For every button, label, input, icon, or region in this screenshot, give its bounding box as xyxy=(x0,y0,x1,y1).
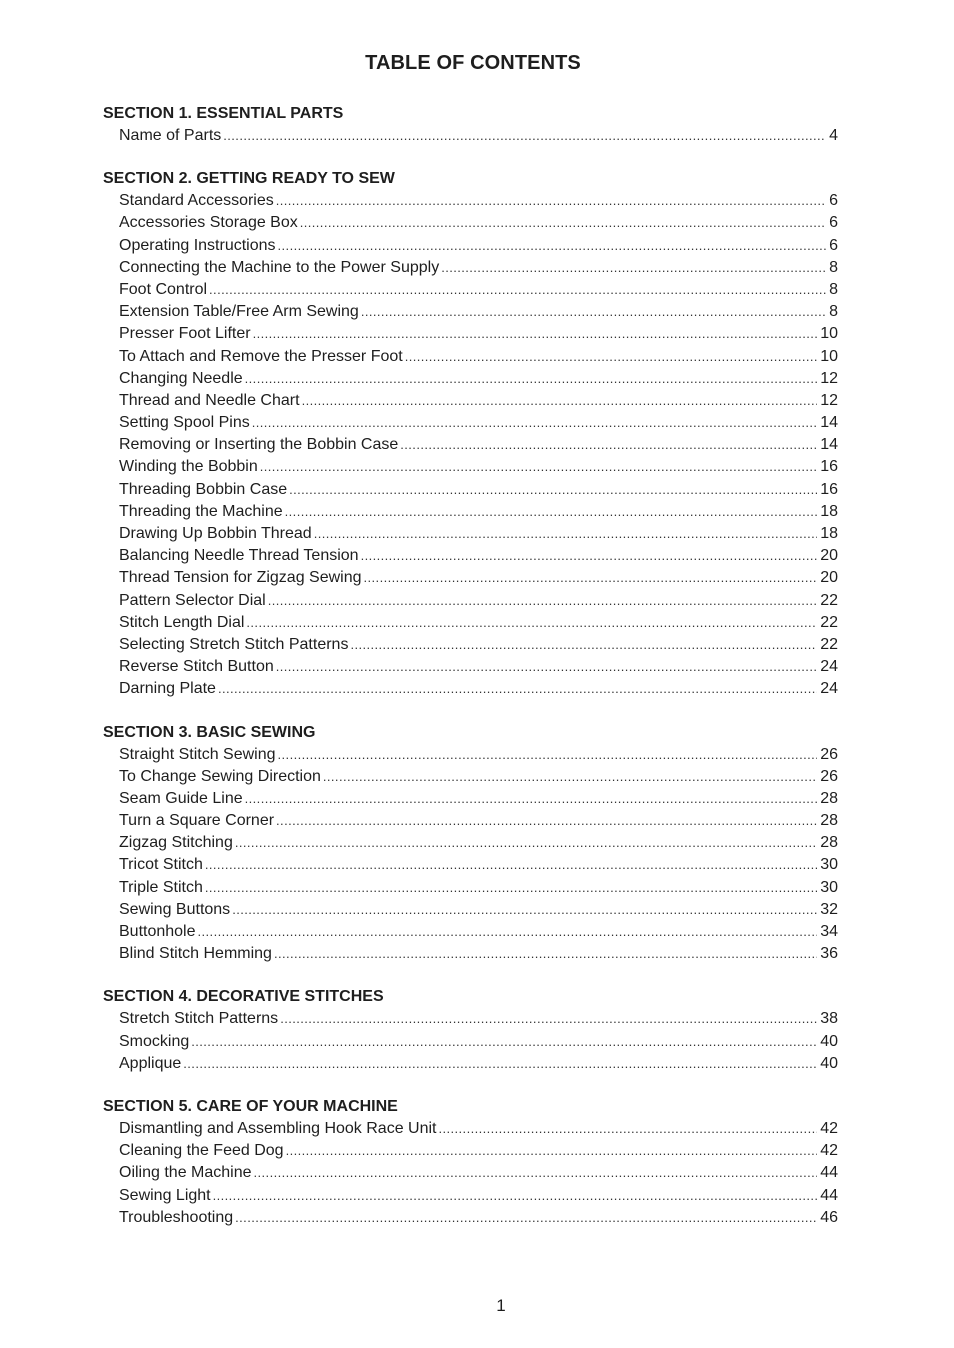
entry-title: Changing Needle xyxy=(119,369,243,387)
entry-title: Stitch Length Dial xyxy=(119,613,245,631)
toc-entry xyxy=(103,921,838,943)
entry-page-number: 14 xyxy=(820,436,838,454)
toc-entry xyxy=(103,678,838,700)
dot-leader xyxy=(286,1140,818,1162)
dot-leader xyxy=(183,1053,817,1075)
dot-leader xyxy=(205,854,817,876)
toc-section xyxy=(103,722,838,966)
entry-title: Sewing Light xyxy=(119,1186,211,1204)
entry-title: Pattern Selector Dial xyxy=(119,591,266,609)
dot-leader xyxy=(252,412,817,434)
entry-title: Removing or Inserting the Bobbin Case xyxy=(119,436,399,454)
toc-entry xyxy=(103,190,838,212)
dot-leader xyxy=(254,1162,818,1184)
entry-page-number: 34 xyxy=(820,923,838,940)
entry-title: Selecting Stretch Stitch Patterns xyxy=(119,635,349,653)
entry-page-number: 18 xyxy=(820,502,838,520)
entry-page-number: 16 xyxy=(820,458,838,476)
entry-title: Dismantling and Assembling Hook Race Unit xyxy=(119,1119,437,1137)
entry-page-number: 6 xyxy=(829,214,838,232)
toc-entry xyxy=(103,656,838,678)
document-title: TABLE OF CONTENTS xyxy=(365,52,581,74)
entry-title: Threading Bobbin Case xyxy=(119,480,288,498)
toc-entry xyxy=(103,390,838,412)
entry-page-number: 12 xyxy=(820,369,838,387)
toc-entry xyxy=(103,1031,838,1053)
toc-entry xyxy=(103,1140,838,1162)
entry-title: Operating Instructions xyxy=(119,236,276,254)
dot-leader xyxy=(278,744,818,766)
entry-page-number: 6 xyxy=(829,236,838,254)
entry-title: Accessories Storage Box xyxy=(119,214,298,232)
dot-leader xyxy=(278,235,827,257)
page-number: 1 xyxy=(496,1296,506,1315)
toc-entry xyxy=(103,832,838,854)
dot-leader xyxy=(276,656,817,678)
entry-title: Winding the Bobbin xyxy=(119,458,258,476)
dot-leader xyxy=(314,523,818,545)
toc-entry xyxy=(103,301,838,323)
entry-page-number: 8 xyxy=(829,258,838,276)
entry-page-number: 42 xyxy=(820,1142,838,1160)
dot-leader xyxy=(323,766,817,788)
entry-page-number: 12 xyxy=(820,391,838,409)
dot-leader xyxy=(218,678,817,700)
toc-entry xyxy=(103,368,838,390)
toc-entry xyxy=(103,1053,838,1075)
toc-entry xyxy=(103,479,838,501)
dot-leader xyxy=(405,346,818,368)
entry-page-number: 22 xyxy=(820,591,838,609)
dot-leader xyxy=(213,1185,818,1207)
entry-title: Reverse Stitch Button xyxy=(119,658,274,676)
dot-leader xyxy=(245,788,818,810)
toc-entry xyxy=(103,456,838,478)
entry-page-number: 28 xyxy=(820,834,838,852)
entry-page-number: 14 xyxy=(820,414,838,432)
entry-page-number: 40 xyxy=(820,1054,838,1072)
entry-page-number: 30 xyxy=(820,856,838,874)
dot-leader xyxy=(205,877,817,899)
dot-leader xyxy=(246,612,817,634)
entry-title: Foot Control xyxy=(119,280,208,298)
toc-entry xyxy=(103,412,838,434)
dot-leader xyxy=(276,190,826,212)
entry-title: Drawing Up Bobbin Thread xyxy=(119,525,312,542)
dot-leader xyxy=(350,634,817,656)
entry-title: Stretch Stitch Patterns xyxy=(119,1010,279,1028)
toc-entry xyxy=(103,766,838,788)
entry-page-number: 28 xyxy=(820,812,838,830)
entry-title: Cleaning the Feed Dog xyxy=(119,1142,284,1160)
entry-title: Triple Stitch xyxy=(119,878,203,896)
toc-section xyxy=(103,1096,838,1229)
dot-leader xyxy=(289,479,817,501)
entry-page-number: 46 xyxy=(820,1208,838,1226)
entry-page-number: 20 xyxy=(820,547,838,565)
entry-page-number: 28 xyxy=(820,789,838,807)
entry-page-number: 22 xyxy=(820,613,838,631)
entry-page-number: 32 xyxy=(820,900,838,918)
entry-title: Thread and Needle Chart xyxy=(119,391,300,409)
entry-title: Applique xyxy=(119,1054,182,1072)
toc-entry xyxy=(103,545,838,567)
toc-entry xyxy=(103,235,838,257)
toc-entry xyxy=(103,346,838,368)
entry-page-number: 22 xyxy=(820,635,838,653)
toc-entry xyxy=(103,501,838,523)
entry-page-number: 24 xyxy=(820,680,838,698)
entry-title: Oiling the Machine xyxy=(119,1164,252,1182)
toc-entry xyxy=(103,567,838,589)
entry-title: Presser Foot Lifter xyxy=(119,325,251,343)
entry-page-number: 24 xyxy=(820,658,838,676)
entry-title: To Change Sewing Direction xyxy=(119,767,321,785)
table-of-contents xyxy=(103,103,838,1250)
entry-page-number: 10 xyxy=(820,347,838,365)
entry-page-number: 10 xyxy=(820,325,838,343)
dot-leader xyxy=(302,390,818,412)
toc-entry xyxy=(103,434,838,456)
entry-page-number: 42 xyxy=(820,1119,838,1137)
toc-entry xyxy=(103,257,838,279)
entry-title: Connecting the Machine to the Power Supply xyxy=(119,258,440,276)
entry-title: Straight Stitch Sewing xyxy=(119,745,276,763)
toc-section xyxy=(103,168,838,700)
toc-entry xyxy=(103,523,838,545)
section-heading: SECTION 3. BASIC SEWING xyxy=(103,723,316,741)
toc-entry xyxy=(103,854,838,876)
entry-page-number: 20 xyxy=(820,569,838,587)
entry-page-number: 44 xyxy=(820,1186,838,1204)
toc-entry xyxy=(103,279,838,301)
entry-page-number: 36 xyxy=(820,945,838,963)
toc-section xyxy=(103,986,838,1075)
entry-title: Setting Spool Pins xyxy=(119,414,250,432)
dot-leader xyxy=(438,1118,817,1140)
entry-title: Troubleshooting xyxy=(119,1208,234,1226)
dot-leader xyxy=(260,456,817,478)
dot-leader xyxy=(361,301,826,323)
entry-page-number: 16 xyxy=(820,480,838,498)
toc-entry xyxy=(103,788,838,810)
dot-leader xyxy=(400,434,817,456)
entry-title: Standard Accessories xyxy=(119,192,274,210)
entry-title: Smocking xyxy=(119,1032,190,1050)
entry-title: Thread Tension for Zigzag Sewing xyxy=(119,569,362,587)
entry-title: Extension Table/Free Arm Sewing xyxy=(119,303,359,321)
entry-title: Threading the Machine xyxy=(119,502,283,520)
dot-leader xyxy=(209,279,826,301)
dot-leader xyxy=(223,125,826,147)
toc-entry xyxy=(103,1162,838,1184)
dot-leader xyxy=(235,832,817,854)
dot-leader xyxy=(268,590,817,612)
entry-page-number: 26 xyxy=(820,767,838,785)
dot-leader xyxy=(191,1031,817,1053)
dot-leader xyxy=(245,368,818,390)
section-heading: SECTION 5. CARE OF YOUR MACHINE xyxy=(103,1097,398,1115)
entry-page-number: 40 xyxy=(820,1032,838,1050)
toc-entry xyxy=(103,1118,838,1140)
toc-entry xyxy=(103,125,838,147)
entry-page-number: 8 xyxy=(829,303,838,321)
entry-page-number: 26 xyxy=(820,745,838,763)
entry-title: Name of Parts xyxy=(119,127,222,144)
toc-entry xyxy=(103,323,838,345)
dot-leader xyxy=(274,943,817,965)
toc-entry xyxy=(103,212,838,234)
entry-title: Blind Stitch Hemming xyxy=(119,945,272,963)
entry-title: Tricot Stitch xyxy=(119,856,203,874)
entry-page-number: 8 xyxy=(829,280,838,298)
entry-page-number: 38 xyxy=(820,1010,838,1028)
toc-entry xyxy=(103,634,838,656)
toc-entry xyxy=(103,612,838,634)
entry-page-number: 30 xyxy=(820,878,838,896)
entry-page-number: 6 xyxy=(829,192,838,210)
dot-leader xyxy=(232,899,817,921)
dot-leader xyxy=(441,257,826,279)
toc-entry xyxy=(103,899,838,921)
entry-title: Zigzag Stitching xyxy=(119,834,233,852)
entry-page-number: 44 xyxy=(820,1164,838,1182)
entry-page-number: 4 xyxy=(829,127,838,144)
entry-title: Darning Plate xyxy=(119,680,216,698)
dot-leader xyxy=(253,323,818,345)
dot-leader xyxy=(364,567,818,589)
entry-title: Turn a Square Corner xyxy=(119,812,275,830)
toc-entry xyxy=(103,1207,838,1229)
toc-entry xyxy=(103,877,838,899)
entry-title: To Attach and Remove the Presser Foot xyxy=(119,347,403,365)
entry-title: Sewing Buttons xyxy=(119,900,231,918)
entry-page-number: 18 xyxy=(820,525,838,542)
toc-entry xyxy=(103,810,838,832)
section-heading: SECTION 2. GETTING READY TO SEW xyxy=(103,170,395,188)
dot-leader xyxy=(276,810,817,832)
toc-entry xyxy=(103,590,838,612)
entry-title: Balancing Needle Thread Tension xyxy=(119,547,359,565)
dot-leader xyxy=(361,545,818,567)
section-heading: SECTION 1. ESSENTIAL PARTS xyxy=(103,105,344,122)
toc-entry xyxy=(103,1008,838,1030)
toc-section xyxy=(103,103,838,147)
entry-title: Buttonhole xyxy=(119,923,196,940)
section-heading: SECTION 4. DECORATIVE STITCHES xyxy=(103,988,384,1006)
dot-leader xyxy=(235,1207,817,1229)
dot-leader xyxy=(285,501,818,523)
toc-entry xyxy=(103,943,838,965)
toc-entry xyxy=(103,744,838,766)
dot-leader xyxy=(300,212,826,234)
dot-leader xyxy=(280,1008,817,1030)
entry-title: Seam Guide Line xyxy=(119,789,243,807)
toc-entry xyxy=(103,1185,838,1207)
dot-leader xyxy=(198,921,818,943)
